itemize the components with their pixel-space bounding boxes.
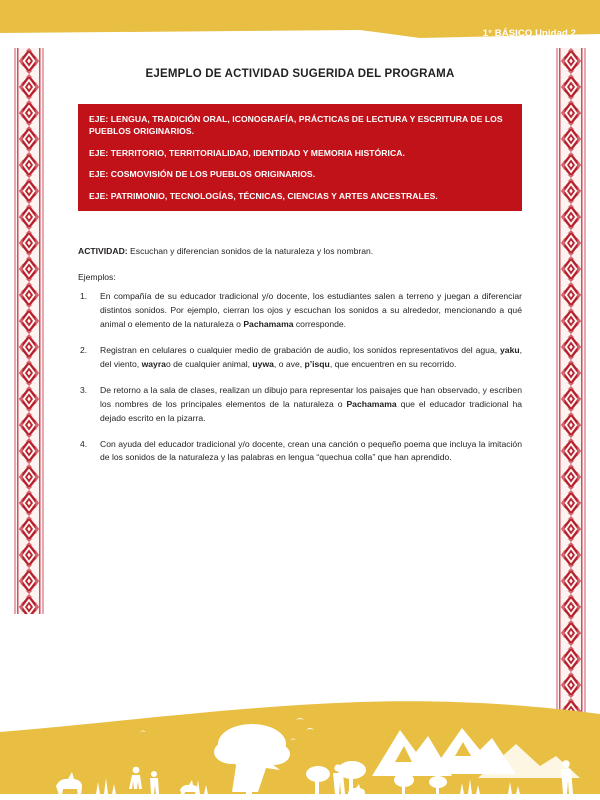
keyword-term: Pachamama xyxy=(243,319,294,329)
keyword-term: Pachamama xyxy=(346,398,397,409)
example-text: Registran en celulares o cualquier medio de grabación de audio, los sonidos representativos del agua, xyxy=(100,344,501,355)
eje-line: EJE: LENGUA, TRADICIÓN ORAL, ICONOGRAFÍA, PRÁCTICAS DE LECTURA Y ESCRITURA DE LOS PUEBLOS ORIGINARIOS. xyxy=(89,114,503,137)
example-text: De retorno a la sala de clases, realizan un dibujo para representar los paisajes que han observado, y escriben los nombres de los principales elementos de la naturaleza o xyxy=(100,384,522,409)
examples-list xyxy=(78,290,522,465)
document-body xyxy=(60,0,540,477)
keyword-term: yaku xyxy=(500,344,520,355)
example-text: corresponde. xyxy=(293,319,347,329)
example-text: o de cualquier animal, xyxy=(165,358,253,369)
activity-label: ACTIVIDAD: xyxy=(78,246,128,257)
left-decorative-band xyxy=(14,48,44,614)
example-item xyxy=(78,344,522,372)
example-item xyxy=(78,384,522,426)
eje-line: EJE: TERRITORIO, TERRITORIALIDAD, IDENTIDAD Y MEMORIA HISTÓRICA. xyxy=(89,147,405,158)
keyword-term: p’isqu xyxy=(304,358,330,369)
right-decorative-band xyxy=(556,48,586,778)
eje-line: EJE: PATRIMONIO, TECNOLOGÍAS, TÉCNICAS, CIENCIAS Y ARTES ANCESTRALES. xyxy=(89,190,438,201)
eje-red-box xyxy=(78,104,522,211)
example-item xyxy=(78,438,522,466)
eje-line: EJE: COSMOVISIÓN DE LOS PUEBLOS ORIGINARIOS. xyxy=(89,169,316,180)
example-text: En compañía de su educador tradicional y/o docente, los estudiantes salen a terreno y juegan a diferenciar distintos sonidos. Por ejemplo, cierran los ojos y escuchan los sonidos a su alrededor, mencionando a qué animal o elemento de la naturaleza o xyxy=(100,291,522,329)
keyword-term: wayra xyxy=(141,358,166,369)
example-text: Con ayuda del educador tradicional y/o docente, crean una canción o pequeño poema que incluya la imitación de los sonidos de la naturaleza y las palabras en lengua “quechua colla” que han aprendido. xyxy=(100,438,522,463)
keyword-term: uywa xyxy=(252,358,274,369)
activity-text: Escuchan y diferencian sonidos de la naturaleza y los nombran. xyxy=(127,246,374,257)
example-text: que el educador tradicional ha dejado escrito en la pizarra. xyxy=(100,398,523,423)
example-text: , del viento, xyxy=(100,344,522,369)
example-text: , o ave, xyxy=(273,358,305,369)
examples-label: Ejemplos: xyxy=(78,272,116,283)
example-text: , que encuentren en su recorrido. xyxy=(329,358,457,369)
unit-badge: 1° BÁSICO Unidad 2 xyxy=(482,28,576,39)
example-item xyxy=(78,290,522,332)
bottom-landscape-illustration xyxy=(0,670,600,800)
activity-statement xyxy=(78,245,522,258)
page-title: EJEMPLO DE ACTIVIDAD SUGERIDA DEL PROGRAMA xyxy=(145,68,455,80)
